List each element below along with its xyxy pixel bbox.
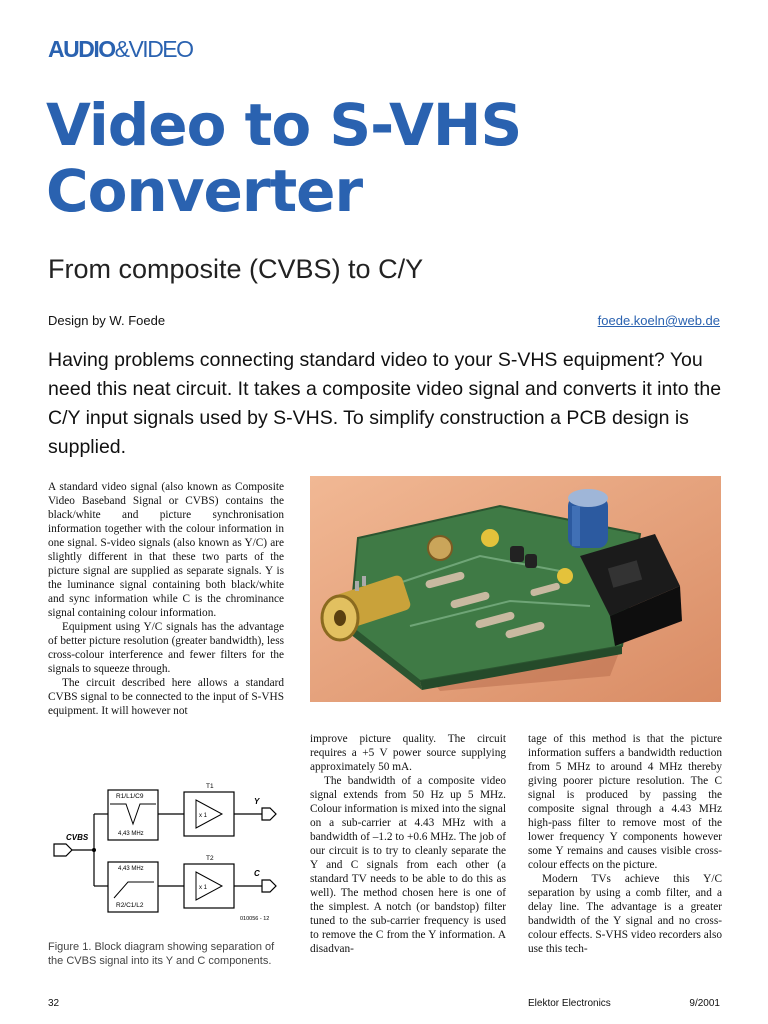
body-column-2 <box>310 732 506 956</box>
output-y-arrow <box>262 808 276 820</box>
amplifier-1-label: T1 <box>206 783 214 790</box>
publication-name: Elektor Electronics <box>528 998 611 1009</box>
block-diagram-svg <box>48 774 288 934</box>
paragraph: The circuit described here allows a standard CVBS signal to be connected to the input of S-VHS equipment. It will however not <box>48 677 284 717</box>
figure-id: 010056 - 12 <box>240 916 270 922</box>
figure-caption: Figure 1. Block diagram showing separation of the CVBS signal into its Y and C components. <box>48 941 275 967</box>
highpass-frequency: 4,43 MHz <box>118 866 144 872</box>
section-tag <box>48 36 193 63</box>
notch-frequency: 4,43 MHz <box>118 831 144 837</box>
pcb-photo-illustration <box>310 476 721 702</box>
issue-date: 9/2001 <box>689 998 720 1009</box>
body-column-3 <box>528 732 722 956</box>
article-subtitle: From composite (CVBS) to C/Y <box>48 254 424 284</box>
page-number: 32 <box>48 998 60 1009</box>
notch-filter-label: R1/L1/C9 <box>116 793 144 800</box>
input-label: CVBS <box>66 833 89 842</box>
highpass-filter-label: R2/C1/L2 <box>116 902 144 909</box>
paragraph: The bandwidth of a composite video signal extends from 50 Hz up 5 MHz. Colour information is mixed into the signal on a sub-carrier at 4.43 MHz with a bandwidth of –1.2 to +0.6 MHz. The job of our circuit is to try to cleanly separate the Y and C signals from each other (a standard TV needs to be able to do this as well). The method chosen here is one of the simplest. A notch (or bandstop) filter tuned to the sub-carrier frequency is used to remove the C from the Y information. A disadvan- <box>310 775 506 955</box>
amplifier-1-gain: x 1 <box>199 813 208 819</box>
paragraph: improve picture quality. The circuit requires a +5 V power source supplying approximately 50 mA. <box>310 733 506 773</box>
amplifier-2-label: T2 <box>206 855 214 862</box>
paragraph: Equipment using Y/C signals has the advantage of better picture resolution (greater bandwidth), less cross-colour interference and fewer filters for the signals to squeeze through. <box>48 621 284 675</box>
paragraph: Modern TVs achieve this Y/C separation by using a comb filter, and a delay line. The advantage is a greater bandwidth of the Y signal and no cross-colour effects. S-VHS video recorders also use this tech- <box>528 873 722 955</box>
output-c-arrow <box>262 880 276 892</box>
article-title: Video to S-VHS Converter <box>46 91 522 225</box>
amplifier-2-gain: x 1 <box>199 885 208 891</box>
body-column-1 <box>48 480 284 718</box>
section-tag-thin: &VIDEO <box>114 36 193 62</box>
paragraph: tage of this method is that the picture information suffers a bandwidth reduction from 5 MHz to around 4 MHz thereby giving poorer picture resolution. The C signal is produced by passing the composite signal through a 4.43 MHz high-pass filter to remove most of the lower frequency Y components however some Y remains and causes visible cross-colour effects on the picture. <box>528 733 722 871</box>
byline: Design by W. Foede <box>48 313 166 328</box>
input-arrow <box>54 844 72 856</box>
circuit-board-photo <box>310 476 721 702</box>
output-y-label: Y <box>254 797 260 806</box>
author-email-link[interactable]: foede.koeln@web.de <box>597 313 720 328</box>
block-diagram <box>48 774 288 934</box>
paragraph: A standard video signal (also known as Composite Video Baseband Signal or CVBS) contains the black/white and picture synchronisation information together with the colour information in one signal. S-video signals (also known as Y/C) are slightly different in that these two parts of the picture signal are supplied as separate signals. Y is the luminance signal containing both black/white and sync information while C is the chrominance signal containing colour information. <box>48 481 284 619</box>
intro-paragraph: Having problems connecting standard video to your S-VHS equipment? You need this neat circuit. It takes a composite video signal and converts it into the C/Y input signals used by S-VHS. To simplify construction a PCB design is supplied. <box>48 349 722 458</box>
section-tag-bold: AUDIO <box>48 36 115 62</box>
output-c-label: C <box>254 869 260 878</box>
